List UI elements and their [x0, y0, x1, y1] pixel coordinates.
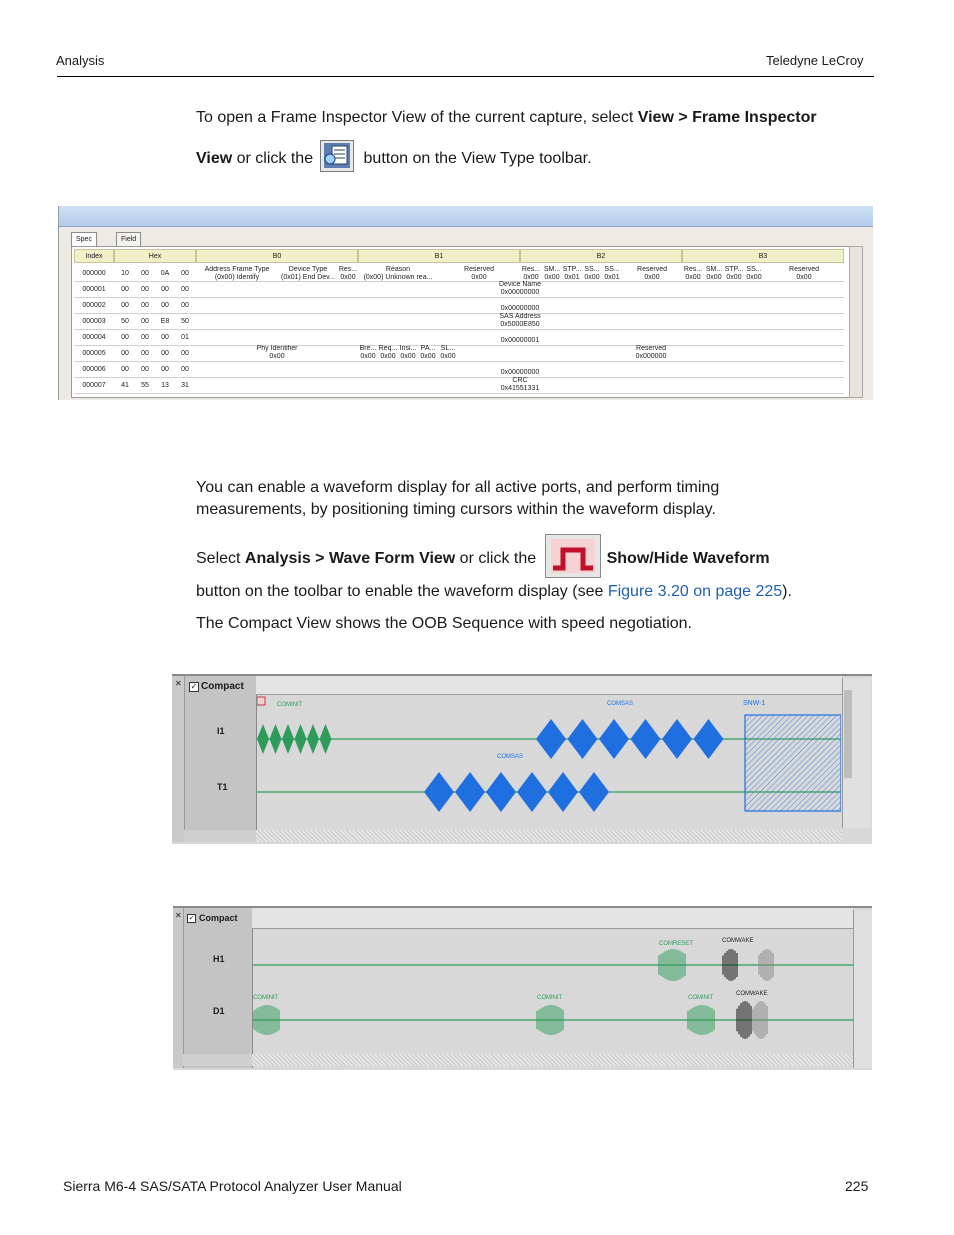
field-stp: STP... 0x00	[724, 266, 744, 281]
field-phy-identifier: Phy Identifier 0x00	[256, 345, 298, 360]
text: or click the	[232, 150, 318, 167]
hex-byte[interactable]: 00	[141, 366, 149, 373]
cominit-pulse	[257, 724, 269, 754]
field-smp: SM... 0x00	[543, 266, 561, 281]
column-header-b1[interactable]: B1	[358, 249, 520, 263]
label-comsas-top: COMSAS	[607, 701, 634, 707]
field-reserved: Res... 0x00	[338, 266, 358, 281]
hex-byte[interactable]: 00	[181, 270, 189, 277]
waveform-canvas-2	[253, 929, 853, 1054]
comsas-pulse	[662, 719, 692, 759]
label-cominit-1: COMINIT	[253, 995, 279, 1001]
cominit-pulse	[282, 724, 294, 754]
comsas-pulse	[455, 772, 485, 812]
field-ssp: SS... 0x00	[584, 266, 600, 281]
paragraph-compact-view: The Compact View shows the OOB Sequence with speed negotiation.	[196, 615, 692, 632]
snw-1-region	[745, 715, 841, 811]
field-ssp: SS... 0x00	[746, 266, 762, 281]
field-sas-address-value-2: 0x00000001	[500, 337, 540, 344]
text: To open a Frame Inspector View of the current capture, select	[196, 109, 638, 126]
field-reason: Reason (0x00) Unknown rea...	[363, 266, 433, 281]
field-address-frame-type: Address Frame Type (0x00) Identify	[204, 266, 270, 281]
header-rule	[57, 76, 874, 77]
waveform-canvas-1	[257, 695, 841, 829]
hex-byte[interactable]: 00	[181, 350, 189, 357]
column-header-b3[interactable]: B3	[682, 249, 844, 263]
menu-path-end: View	[196, 150, 233, 167]
label-cominit-2: COMINIT	[537, 995, 563, 1001]
compact-checkbox[interactable]: ✓	[188, 915, 195, 922]
window-titlebar	[59, 206, 873, 227]
scroll-area	[183, 1054, 252, 1066]
hex-byte[interactable]: 50	[121, 318, 129, 325]
label-cominit: COMINIT	[277, 702, 303, 708]
field-ssp: SS... 0x01	[604, 266, 620, 281]
hex-byte[interactable]: 00	[121, 286, 129, 293]
comsas-pulse	[579, 772, 609, 812]
running-footer-left: Sierra M6-4 SAS/SATA Protocol Analyzer User Manual	[63, 1178, 402, 1194]
hex-byte[interactable]: 00	[161, 350, 169, 357]
comsas-pulse	[631, 719, 661, 759]
field-reserved: Reserved 0x00	[464, 266, 494, 281]
lane-label-panel	[173, 908, 253, 1068]
oob-bursts	[253, 949, 773, 1039]
comsas-pulse	[599, 719, 629, 759]
hex-byte[interactable]: 00	[141, 270, 149, 277]
row-divider	[74, 297, 844, 298]
comsas-pulse	[424, 772, 454, 812]
field-smp: SM... 0x00	[705, 266, 723, 281]
cominit-pulse	[270, 724, 282, 754]
hex-byte[interactable]: 01	[181, 334, 189, 341]
hex-byte[interactable]: 00	[141, 334, 149, 341]
panel-gutter	[173, 908, 184, 1068]
hex-byte[interactable]: 50	[181, 318, 189, 325]
field-reserved: Reserved 0x00	[637, 266, 667, 281]
compact-title: Compact	[199, 913, 238, 923]
paragraph-waveform-select	[196, 537, 876, 603]
page-number: 225	[845, 1178, 869, 1194]
trigger-marker	[257, 697, 265, 705]
field-device-name: Device Name	[498, 281, 541, 288]
scroll-thumb[interactable]	[844, 690, 852, 778]
hex-byte[interactable]: 00	[181, 286, 189, 293]
field-device-name-value-2: 0x00000000	[500, 305, 540, 312]
field-row6-value: 0x00000000	[500, 369, 540, 376]
row-index[interactable]: 000004	[82, 334, 106, 341]
timeline-ruler	[252, 908, 853, 929]
column-header-index[interactable]: Index	[74, 249, 114, 263]
paragraph-frame-inspector-line2	[196, 142, 876, 176]
row-index[interactable]: 000003	[82, 318, 106, 325]
waveform-compact-view-2	[173, 906, 872, 1070]
cominit-pulse	[320, 724, 332, 754]
vertical-scrollbar[interactable]	[849, 246, 863, 398]
waveform-compact-view-1	[172, 674, 872, 844]
field-device-type: Device Type (0x01) End Dev...	[281, 266, 335, 281]
label-comreset: COMRESET	[659, 941, 694, 947]
hex-byte[interactable]: 00	[141, 318, 149, 325]
text: or click the	[455, 550, 541, 567]
text: ).	[782, 583, 792, 600]
hex-byte[interactable]: 31	[181, 382, 189, 389]
paragraph-waveform-intro: You can enable a waveform display for all active ports, and perform timing measurements, by positioning timing cursors within the waveform display.	[196, 479, 720, 518]
scroll-area	[184, 830, 256, 842]
tab-spec-view[interactable]: Spec	[71, 232, 97, 246]
hex-byte[interactable]: 55	[141, 382, 149, 389]
frame-inspector-screenshot	[58, 206, 873, 400]
field-reserved: Res... 0x00	[683, 266, 703, 281]
row-index[interactable]: 000000	[82, 270, 106, 277]
tab-field-view[interactable]: Field	[116, 232, 141, 246]
field-partial: PA... 0x00	[420, 345, 436, 360]
column-header-hex[interactable]: Hex	[114, 249, 196, 263]
label-comsas-bottom: COMSAS	[497, 754, 524, 760]
text: Select	[196, 550, 245, 567]
field-inside: Insi... 0x00	[399, 345, 417, 360]
hex-byte[interactable]: 00	[161, 366, 169, 373]
field-slumber: SL... 0x00	[440, 345, 456, 360]
field-requested: Req... 0x00	[378, 345, 398, 360]
row-index[interactable]: 000002	[82, 302, 106, 309]
hex-byte[interactable]: 00	[141, 302, 149, 309]
comsas-pulse	[517, 772, 547, 812]
text: button on the toolbar to enable the waveform display (see	[196, 583, 608, 600]
field-sas-address: SAS Address	[499, 313, 541, 320]
hex-byte[interactable]: 13	[161, 382, 169, 389]
hex-byte[interactable]: 00	[161, 286, 169, 293]
row-index[interactable]: 000001	[82, 286, 106, 293]
hex-byte[interactable]: 00	[121, 366, 129, 373]
menu-path: Analysis > Wave Form View	[244, 550, 456, 567]
paragraph-frame-inspector-line1	[196, 107, 876, 129]
running-header-right: Teledyne LeCroy	[766, 53, 864, 68]
hex-byte[interactable]: 00	[181, 366, 189, 373]
horizontal-scrollbar[interactable]	[252, 1054, 853, 1066]
hex-byte[interactable]: 00	[121, 350, 129, 357]
comsas-pulse	[536, 719, 566, 759]
running-header-left: Analysis	[56, 53, 105, 68]
button-name: Show/Hide Waveform	[606, 550, 770, 567]
cominit-pulse	[295, 724, 307, 754]
comsas-pulse	[486, 772, 516, 812]
timeline-ruler	[256, 676, 842, 695]
label-snw-1: SNW-1	[743, 700, 766, 707]
row-index[interactable]: 000007	[82, 382, 106, 389]
field-reserved: Reserved 0x000000	[635, 345, 667, 360]
hex-byte[interactable]: 00	[141, 350, 149, 357]
hex-byte[interactable]: 00	[161, 334, 169, 341]
comsas-pulse	[694, 719, 724, 759]
lane-label-i1: I1	[217, 726, 225, 736]
compact-title: Compact	[201, 681, 244, 692]
hex-byte[interactable]: 00	[161, 302, 169, 309]
row-divider	[74, 329, 844, 330]
label-comwake-h1: COMWAKE	[722, 938, 754, 944]
close-icon[interactable]: ✕	[175, 679, 182, 688]
field-crc-value: 0x41551331	[500, 385, 540, 392]
row-divider	[74, 361, 844, 362]
row-index[interactable]: 000006	[82, 366, 106, 373]
label-cominit-3: COMINIT	[688, 995, 714, 1001]
hex-byte[interactable]: 00	[121, 334, 129, 341]
field-sas-address-value-1: 0x5000E850	[500, 321, 540, 328]
column-header-b0[interactable]: B0	[196, 249, 358, 263]
row-index[interactable]: 000005	[82, 350, 106, 357]
field-device-name-value-1: 0x00000000	[500, 289, 540, 296]
vertical-scrollbar[interactable]	[853, 910, 872, 1068]
hex-byte[interactable]: 0A	[160, 270, 170, 277]
compact-checkbox[interactable]: ✓	[190, 682, 198, 691]
hex-byte[interactable]: E8	[160, 318, 170, 325]
hex-byte[interactable]: 00	[141, 286, 149, 293]
field-stp: STP... 0x01	[562, 266, 582, 281]
frame-inspector-toolbar-icon[interactable]	[320, 140, 354, 179]
hex-byte[interactable]: 10	[121, 270, 129, 277]
column-header-b2[interactable]: B2	[520, 249, 682, 263]
show-hide-waveform-icon[interactable]	[545, 534, 601, 585]
text: button on the View Type toolbar.	[363, 150, 592, 167]
label-comwake-d1: COMWAKE	[736, 991, 768, 997]
row-divider	[74, 393, 844, 394]
horizontal-scrollbar[interactable]	[256, 830, 842, 842]
hex-byte[interactable]: 41	[121, 382, 129, 389]
lane-label-h1: H1	[213, 954, 225, 964]
panel-gutter	[172, 676, 185, 842]
close-icon[interactable]: ✕	[175, 911, 182, 920]
field-reserved: Reserved 0x00	[789, 266, 819, 281]
lane-label-t1: T1	[217, 782, 228, 792]
menu-path: View > Frame Inspector	[637, 109, 817, 126]
field-crc: CRC	[512, 377, 528, 384]
lane-label-d1: D1	[213, 1006, 225, 1016]
comsas-pulse	[548, 772, 578, 812]
field-break: Bre... 0x00	[359, 345, 377, 360]
hex-byte[interactable]: 00	[181, 302, 189, 309]
field-reserved: Res... 0x00	[521, 266, 541, 281]
spec-view-grid	[71, 246, 863, 398]
cominit-pulse	[307, 724, 319, 754]
hex-byte[interactable]: 00	[121, 302, 129, 309]
comsas-pulse	[568, 719, 598, 759]
figure-link[interactable]: Figure 3.20 on page 225	[607, 583, 783, 600]
